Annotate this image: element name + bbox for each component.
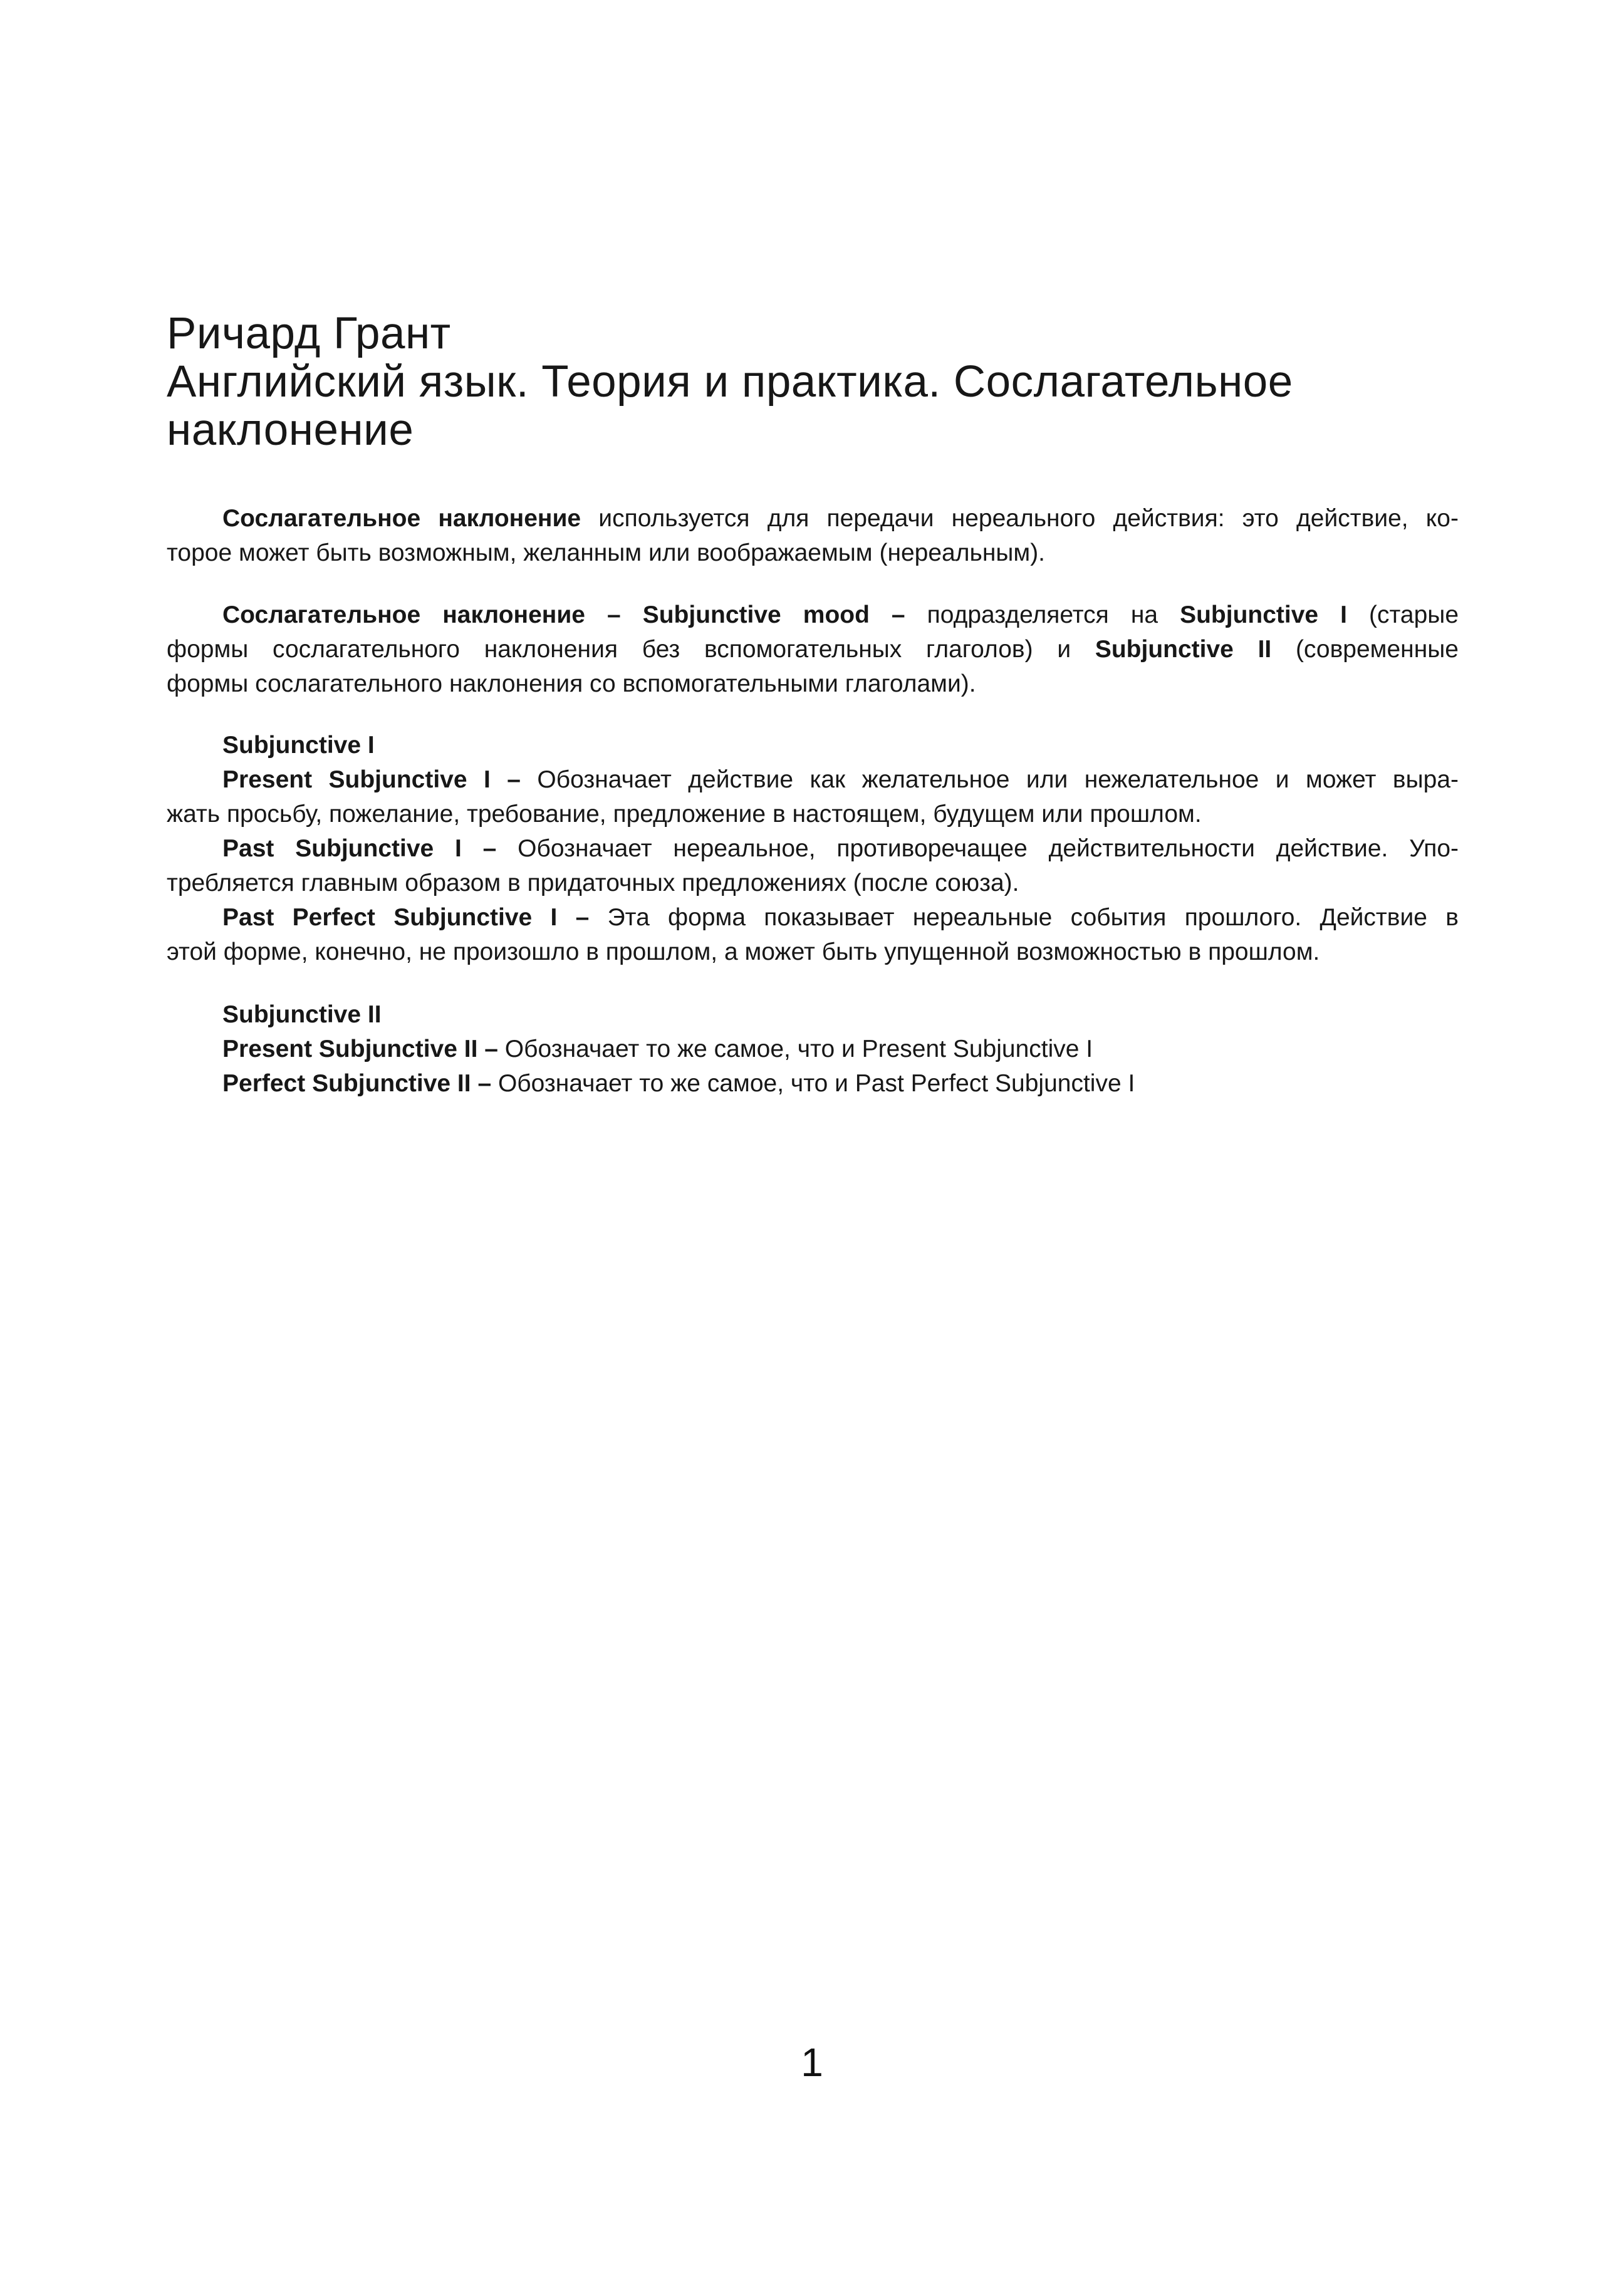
bold-text-run: Past Subjunctive I – [222,835,497,862]
subjunctive-1-section [167,728,1459,969]
bold-text-run: Past Perfect Subjunctive I – [222,904,590,931]
text-run: Эта форма показывает нереальные события прошлого. Действие в [589,904,1459,931]
text-run: Обозначает нереальное, противоречащее действительности действие. Упо- [496,835,1459,862]
bold-text-run: Subjunctive I [222,732,375,759]
text-line [167,900,1459,935]
text-line [167,598,1459,632]
bold-text-run: Сослагательное наклонение [222,505,581,532]
text-line [167,831,1459,866]
text-line [167,1066,1459,1101]
text-run: торое может быть возможным, желанным или воображаемым (нереальным). [167,539,1046,566]
bold-text-run: Сослагательное наклонение – Subjunctive mood – [222,601,905,628]
bold-text-run: Subjunctive II [1095,636,1272,663]
text-run: жать просьбу, пожелание, требование, предложение в настоящем, будущем или прошлом. [167,801,1202,828]
text-run: (старые [1346,601,1459,628]
text-run: наклонение [167,405,414,455]
text-line [167,501,1459,536]
text-run: этой форме, конечно, не произошло в прошлом, а может быть упущенной возможностью в прошлом. [167,938,1320,965]
text-line [167,866,1459,900]
text-run: Обозначает то же самое, что и Past Perfect Subjunctive I [491,1070,1135,1097]
bold-text-run: Subjunctive I [1180,601,1347,628]
text-line [167,762,1459,797]
text-run: (современные [1271,636,1459,663]
text-run: Ричард Грант [167,309,451,358]
text-run: Обозначает действие как желательное или нежелательное и может выра- [520,766,1459,793]
text-line [167,797,1459,831]
text-line [167,1032,1459,1066]
subjunctive-2-section [167,997,1459,1101]
bold-text-run: Present Subjunctive II – [222,1036,498,1062]
text-line [167,935,1459,969]
book-title [167,309,1459,454]
text-line [167,406,1459,454]
text-run: используется для передачи нереального действия: это действие, ко- [581,505,1459,532]
text-run: формы сослагательного наклонения без вспомогательных глаголов) и [167,636,1095,663]
text-line [167,309,1459,358]
text-line [167,728,1459,762]
bold-text-run: Subjunctive II [222,1001,382,1028]
text-run: Обозначает то же самое, что и Present Subjunctive I [497,1036,1093,1062]
text-run: формы сослагательного наклонения со вспомогательными глаголами). [167,670,976,697]
page-number: 1 [801,2040,823,2085]
intro-paragraph [167,501,1459,570]
text-line [167,536,1459,570]
bold-text-run: Present Subjunctive I – [222,766,521,793]
text-run: подразделяется на [905,601,1180,628]
text-line [167,632,1459,667]
page-content [167,0,1459,1101]
text-run: Английский язык. Теория и практика. Сослагательное [167,357,1293,407]
text-line [167,997,1459,1032]
bold-text-run: Perfect Subjunctive II – [222,1070,492,1097]
text-run: требляется главным образом в придаточных предложениях (после союза). [167,870,1019,896]
subjunctive-definition-paragraph [167,598,1459,701]
text-line [167,667,1459,701]
text-line [167,358,1459,406]
